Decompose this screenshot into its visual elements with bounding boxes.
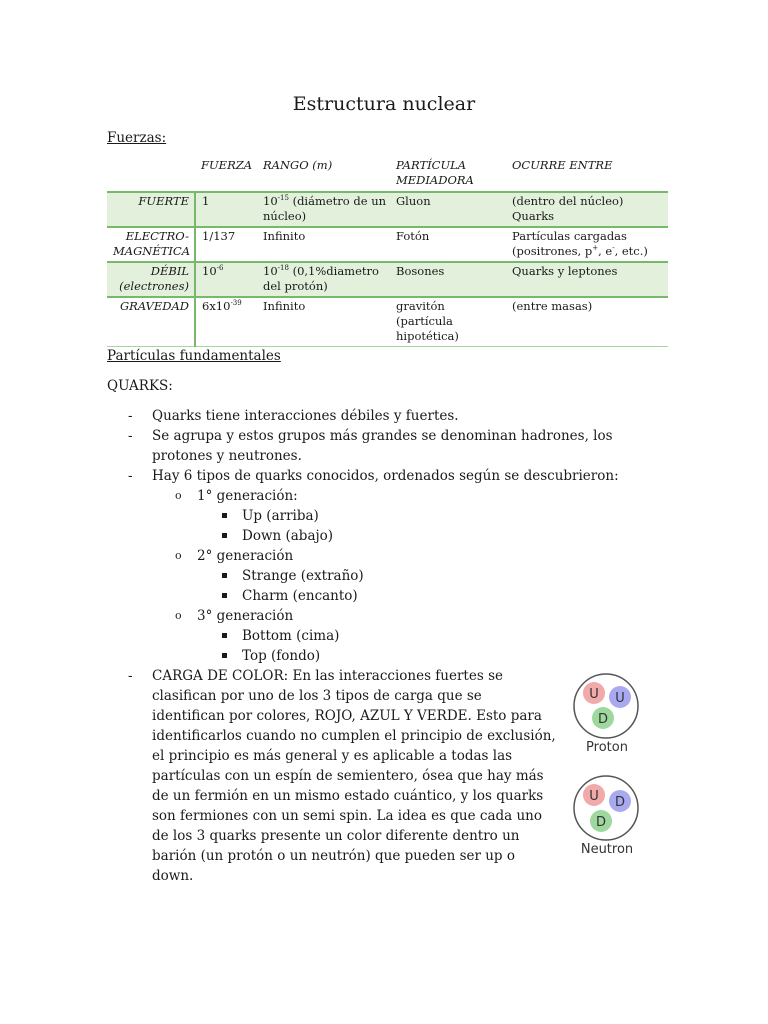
quark-item: Down (abajo) — [107, 526, 667, 546]
generation-item: o 3° generación — [175, 608, 294, 624]
circle-bullet: o — [175, 609, 182, 622]
square-bullet — [222, 593, 227, 598]
list-item: - Hay 6 tipos de quarks conocidos, ordenados según se descubrieron: — [128, 468, 619, 484]
neutron-quark-3: D — [595, 815, 607, 830]
cell-range: $10^{-15}$ (diámetro de un núcleo) — [263, 194, 387, 223]
dash-bullet: - — [128, 468, 133, 484]
row-label: DÉBIL (electrones) — [107, 262, 195, 297]
proton-quark-1: U — [589, 687, 599, 702]
proton-quark-3: D — [597, 712, 609, 727]
proton-label: Proton — [586, 740, 628, 755]
header-ocurre: OCURRE ENTRE — [512, 158, 613, 172]
header-empty — [107, 157, 195, 192]
header-particula: PARTÍCULA MEDIADORA — [396, 158, 474, 187]
cell-range: $10^{-18}$ (0,1%diametro del protón) — [263, 264, 379, 293]
quark-item: Top (fondo) — [107, 646, 667, 666]
header-rango: RANGO (m) — [263, 158, 333, 172]
cell-strength: 1/137 — [202, 229, 236, 243]
square-bullet — [222, 653, 227, 658]
table-header-row — [107, 157, 668, 192]
color-charge-paragraph: CARGA DE COLOR: En las interacciones fuertes se clasifican por uno de los 3 tipos de carga que se identifican por colores, ROJO, AZUL Y VERDE. Esto para identificarlos cuando no cumplen el principio de exclusión, el principio es más general y es aplicable a todas las partículas con un espín de semientero, ósea que hay más de un fermión en un mismo estado cuántico, y los quarks son fermiones con un semi spin. La idea es que cada uno de los 3 quarks presente un color diferente dentro un barión (un protón o un neutrón) que pueden ser up o down. — [152, 668, 556, 884]
dash-bullet: - — [128, 408, 133, 424]
row-label: GRAVEDAD — [107, 297, 195, 347]
neutron-label: Neutron — [580, 842, 634, 857]
square-bullet — [222, 633, 227, 638]
cell-range: Infinito — [263, 229, 306, 243]
forces-heading: Fuerzas: — [107, 130, 167, 146]
neutron-quark-2: D — [614, 795, 626, 810]
page-title: Estructura nuclear — [292, 93, 476, 115]
cell-particle: Gluon — [396, 194, 431, 208]
cell-between: (dentro del núcleo) Quarks — [512, 194, 624, 223]
cell-strength: $6x10^{-39}$ — [202, 299, 242, 313]
proton-quark-2: U — [615, 691, 625, 706]
neutron-illustration — [566, 774, 648, 842]
cell-between: Quarks y leptones — [512, 264, 618, 278]
cell-between: (entre masas) — [512, 299, 593, 313]
dash-bullet: - — [128, 668, 133, 684]
list-item: - Se agrupa y estos grupos más grandes se denominan hadrones, los protones y neutrones. — [128, 428, 613, 464]
generation-item: o 1° generación: — [175, 488, 298, 504]
neutron-quark-1: U — [589, 789, 599, 804]
header-fuerza: FUERZA — [201, 158, 253, 172]
neutron-diagram — [566, 774, 648, 857]
quark-item: Charm (encanto) — [107, 586, 667, 606]
quark-item: Up (arriba) — [107, 506, 667, 526]
list-item: - Quarks tiene interacciones débiles y fuertes. — [128, 408, 459, 424]
row-label: FUERTE — [107, 192, 195, 227]
table-row — [107, 297, 668, 347]
square-bullet — [222, 513, 227, 518]
circle-bullet: o — [175, 489, 182, 502]
circle-bullet: o — [175, 549, 182, 562]
particles-heading: Partículas fundamentales — [107, 348, 281, 364]
quark-item: Bottom (cima) — [107, 626, 667, 646]
cell-between: Partículas cargadas (positrones, p+, e-, etc.) — [512, 229, 648, 258]
table-row — [107, 262, 668, 297]
cell-strength: 1 — [202, 194, 210, 208]
cell-strength: $10^{-6}$ — [202, 264, 224, 278]
square-bullet — [222, 533, 227, 538]
quarks-heading: QUARKS: — [107, 378, 173, 394]
row-label: ELECTRO-MAGNÉTICA — [107, 227, 195, 262]
proton-illustration — [566, 672, 648, 740]
forces-table — [107, 157, 668, 347]
cell-particle: Fotón — [396, 229, 430, 243]
proton-diagram — [566, 672, 648, 755]
generation-item: o 2° generación — [175, 548, 294, 564]
table-row — [107, 192, 668, 227]
cell-particle: Bosones — [396, 264, 445, 278]
cell-particle: gravitón (partícula hipotética) — [396, 299, 459, 343]
dash-bullet: - — [128, 428, 133, 444]
table-row — [107, 227, 668, 262]
quark-item: Strange (extraño) — [107, 566, 667, 586]
cell-range: Infinito — [263, 299, 306, 313]
square-bullet — [222, 573, 227, 578]
